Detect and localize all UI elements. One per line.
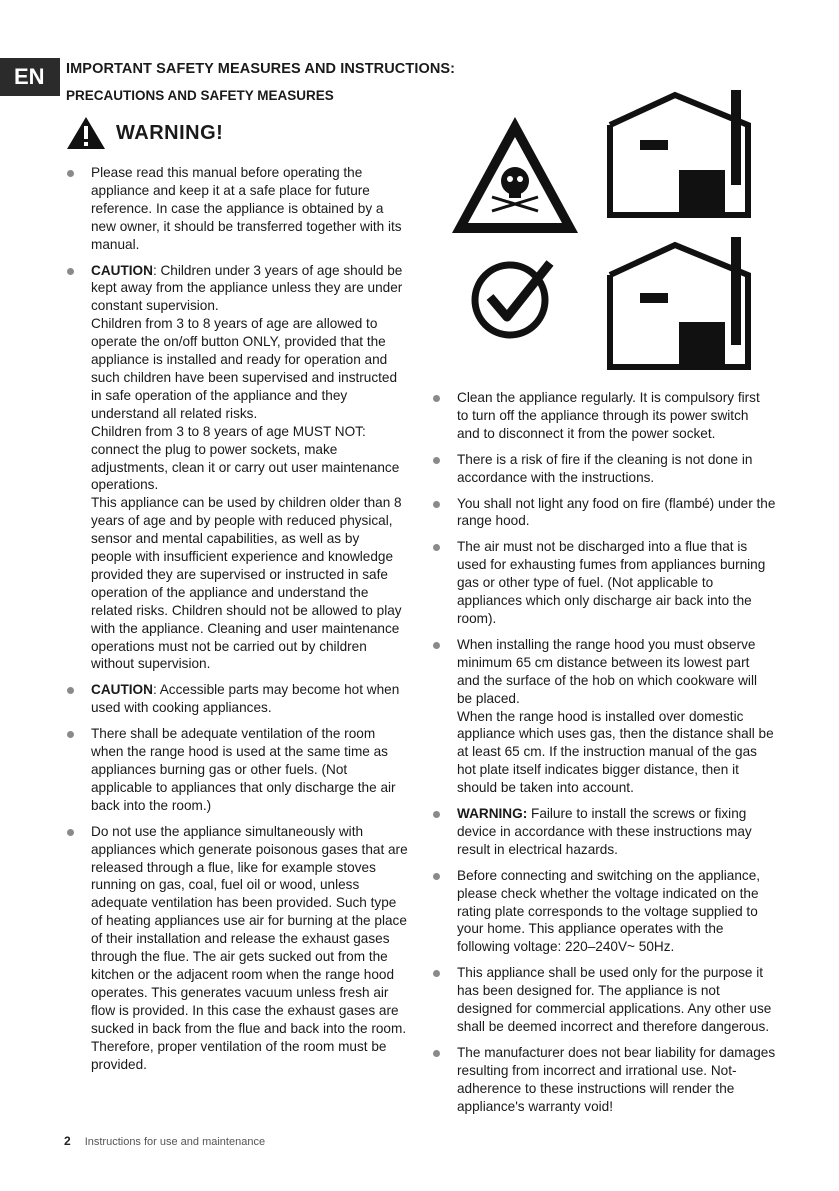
list-item: Clean the appliance regularly. It is compulsory first to turn off the appliance through its power switch and to disconnect it from the power socket.	[432, 389, 802, 443]
warning-title: WARNING!	[116, 121, 224, 144]
right-instruction-list	[432, 389, 802, 1124]
list-item: Do not use the appliance simultaneously with appliances which generate poisonous gases that are released through a flue, like for example stoves running on gas, coal, fuel oil or wood, unless adequate ventilation has been provided. Such type of heating appliances use air for burning at the place of their installation and release the exhaust gases through the flue. The air gets sucked out from the kitchen or the adjacent room when the range hood operates. This generates vacuum unless fresh air flow is provided. In this case the exhaust gases are sucked in back from the flue and back into the room. Therefore, proper ventilation of the room must be provided.	[66, 823, 426, 1074]
left-instruction-list	[66, 164, 426, 1081]
warning-header	[66, 116, 223, 150]
danger-skull-icon	[452, 117, 578, 233]
page-footer	[64, 1134, 265, 1148]
list-item: Before connecting and switching on the appliance, please check whether the voltage indicated on the rating plate corresponds to the voltage supplied to your home. This appliance operates with the following voltage: 220–240V~ 50Hz.	[432, 867, 802, 957]
warning-triangle-icon	[66, 116, 106, 150]
house-bad-icon	[610, 90, 748, 215]
footer-text: Instructions for use and maintenance	[84, 1136, 266, 1148]
list-item: CAUTION: Children under 3 years of age should be kept away from the appliance unless they are under constant supervision. Children from 3 to 8 years of age are allowed to operate the on/off button ONLY, provided that the appliance is installed and ready for operation and such children have been supervised and instructed in safe operation of the appliance and they understand all related risks. Children from 3 to 8 years of age MUST NOT: connect the plug to power sockets, make adjustments, clean it or carry out user maintenance operations. This appliance can be used by children older than 8 years of age and by people with reduced physical, sensor and mental capabilities, as well as by people with insufficient experience and knowledge provided they are supervised or instructed in safe operation of the appliance and understand the related risks. Children should not be allowed to play with the appliance. Cleaning and user maintenance operations must not be carried out by children without supervision.	[66, 262, 426, 674]
list-item: Please read this manual before operating the appliance and keep it at a safe place for future reference. In case the appliance is obtained by a new owner, it should be transferred together with its manual.	[66, 164, 426, 254]
list-item: You shall not light any food on fire (flambé) under the range hood.	[432, 495, 802, 531]
ventilation-illustrations	[450, 85, 790, 375]
language-tab: EN	[0, 58, 60, 96]
section-subheading: PRECAUTIONS AND SAFETY MEASURES	[66, 88, 334, 103]
list-item: CAUTION: Accessible parts may become hot when used with cooking appliances.	[66, 681, 426, 717]
check-circle-icon	[475, 263, 550, 335]
list-item: The manufacturer does not bear liability for damages resulting from incorrect and irrational use. Not- adherence to these instructions will render the appliance's warranty void!	[432, 1044, 802, 1116]
page-number: 2	[64, 1134, 71, 1148]
list-item: WARNING: Failure to install the screws or fixing device in accordance with these instructions may result in electrical hazards.	[432, 805, 802, 859]
house-good-icon	[610, 237, 748, 367]
list-item: The air must not be discharged into a flue that is used for exhausting fumes from appliances burning gas or other type of fuel. (Not applicable to appliances which only discharge air back into the room).	[432, 538, 802, 628]
list-item: When installing the range hood you must observe minimum 65 cm distance between its lowest part and the surface of the hob on which cookware will be placed. When the range hood is installed over domestic appliance which uses gas, then the distance shall be at least 65 cm. If the instruction manual of the gas hot plate itself indicates bigger distance, then it should be taken into account.	[432, 636, 802, 797]
page-heading: IMPORTANT SAFETY MEASURES AND INSTRUCTIONS:	[66, 61, 456, 77]
list-item: This appliance shall be used only for the purpose it has been designed for. The appliance is not designed for commercial applications. Any other use shall be deemed incorrect and therefore dangerous.	[432, 964, 802, 1036]
list-item: There shall be adequate ventilation of the room when the range hood is used at the same time as appliances burning gas or other fuels. (Not applicable to appliances that only discharge the air back into the room.)	[66, 725, 426, 815]
list-item: There is a risk of fire if the cleaning is not done in accordance with the instructions.	[432, 451, 802, 487]
